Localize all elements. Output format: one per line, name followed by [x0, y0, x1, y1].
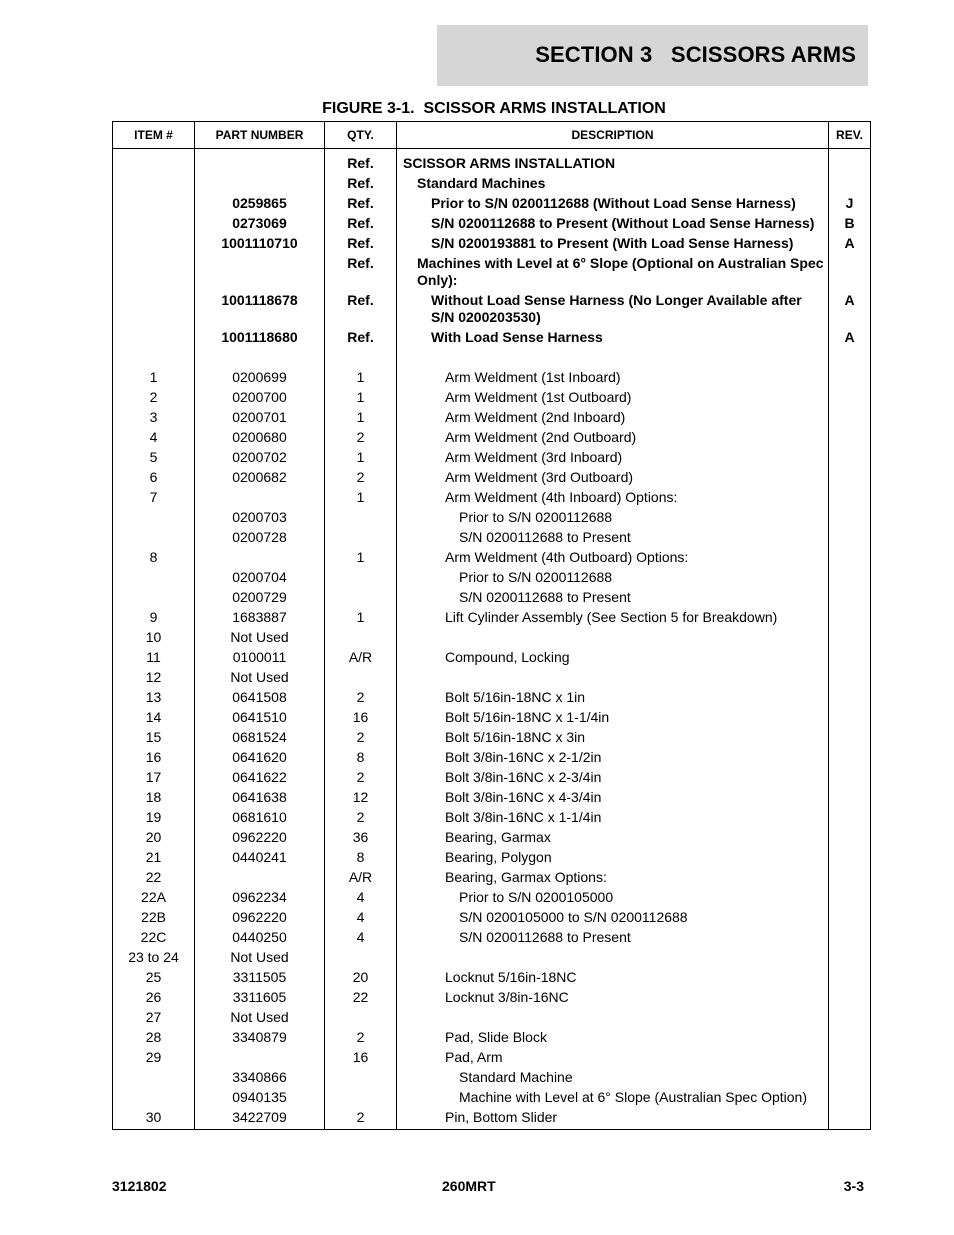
rev-cell [829, 668, 871, 688]
item-cell: 11 [113, 648, 195, 668]
table-row [113, 828, 871, 848]
part-number-cell: 1001118680 [195, 328, 325, 348]
table-row [113, 368, 871, 388]
rev-cell [829, 1088, 871, 1108]
item-cell: 13 [113, 688, 195, 708]
description-cell: Compound, Locking [397, 648, 829, 668]
rev-cell [829, 1028, 871, 1048]
rev-cell [829, 568, 871, 588]
item-cell [113, 149, 195, 174]
qty-cell: 1 [325, 408, 397, 428]
description-cell [397, 668, 829, 688]
rev-cell [829, 748, 871, 768]
qty-cell [325, 508, 397, 528]
table-row [113, 468, 871, 488]
qty-cell: 16 [325, 1048, 397, 1068]
item-cell: 3 [113, 408, 195, 428]
table-row [113, 608, 871, 628]
description-cell: S/N 0200193881 to Present (With Load Sense Harness) [397, 234, 829, 254]
table-row [113, 968, 871, 988]
description-cell: S/N 0200112688 to Present [397, 588, 829, 608]
rev-cell [829, 828, 871, 848]
rev-cell [829, 1008, 871, 1028]
table-row [113, 868, 871, 888]
rev-cell [829, 488, 871, 508]
description-cell: Pin, Bottom Slider [397, 1108, 829, 1130]
qty-cell [325, 588, 397, 608]
rev-cell [829, 588, 871, 608]
qty-cell: 8 [325, 848, 397, 868]
item-cell: 25 [113, 968, 195, 988]
rev-cell [829, 788, 871, 808]
description-cell: Arm Weldment (2nd Inboard) [397, 408, 829, 428]
item-cell: 16 [113, 748, 195, 768]
description-cell: SCISSOR ARMS INSTALLATION [397, 149, 829, 174]
description-cell: Pad, Arm [397, 1048, 829, 1068]
description-cell: Bolt 3/8in-16NC x 2-3/4in [397, 768, 829, 788]
item-cell: 8 [113, 548, 195, 568]
qty-cell: 2 [325, 808, 397, 828]
qty-cell: Ref. [325, 149, 397, 174]
description-cell: Machine with Level at 6° Slope (Australian Spec Option) [397, 1088, 829, 1108]
part-number-cell: 0200729 [195, 588, 325, 608]
item-cell: 23 to 24 [113, 948, 195, 968]
part-number-cell [195, 868, 325, 888]
item-cell [113, 348, 195, 368]
table-row [113, 568, 871, 588]
item-cell: 19 [113, 808, 195, 828]
item-cell [113, 1088, 195, 1108]
rev-cell [829, 868, 871, 888]
qty-cell: Ref. [325, 234, 397, 254]
rev-cell [829, 968, 871, 988]
rev-cell [829, 908, 871, 928]
item-cell [113, 174, 195, 194]
table-row [113, 1088, 871, 1108]
table-row [113, 234, 871, 254]
description-cell: Prior to S/N 0200112688 (Without Load Sense Harness) [397, 194, 829, 214]
table-row [113, 788, 871, 808]
part-number-cell: 1001118678 [195, 291, 325, 328]
part-number-cell: Not Used [195, 1008, 325, 1028]
qty-cell [325, 1068, 397, 1088]
item-cell: 26 [113, 988, 195, 1008]
description-cell: Lift Cylinder Assembly (See Section 5 for Breakdown) [397, 608, 829, 628]
part-number-cell: 0641638 [195, 788, 325, 808]
item-cell [113, 1068, 195, 1088]
header-item: ITEM # [113, 122, 195, 149]
table-row [113, 174, 871, 194]
part-number-cell: 0200702 [195, 448, 325, 468]
item-cell [113, 194, 195, 214]
part-number-cell: 3311505 [195, 968, 325, 988]
table-row [113, 688, 871, 708]
figure-title-wrap [0, 100, 954, 118]
part-number-cell: 0962220 [195, 908, 325, 928]
qty-cell: 16 [325, 708, 397, 728]
item-cell: 28 [113, 1028, 195, 1048]
header-rev: REV. [829, 122, 871, 149]
description-cell: Arm Weldment (2nd Outboard) [397, 428, 829, 448]
table-row [113, 1068, 871, 1088]
parts-table [112, 121, 871, 1130]
table-row [113, 808, 871, 828]
qty-cell: 8 [325, 748, 397, 768]
part-number-cell: 0440241 [195, 848, 325, 868]
description-cell: Bolt 3/8in-16NC x 4-3/4in [397, 788, 829, 808]
section-header-box [437, 25, 868, 86]
rev-cell [829, 608, 871, 628]
part-number-cell [195, 149, 325, 174]
table-row [113, 648, 871, 668]
item-cell [113, 528, 195, 548]
qty-cell: Ref. [325, 214, 397, 234]
table-row [113, 908, 871, 928]
description-cell: Arm Weldment (1st Inboard) [397, 368, 829, 388]
description-cell [397, 628, 829, 648]
item-cell: 18 [113, 788, 195, 808]
qty-cell: Ref. [325, 174, 397, 194]
part-number-cell: 0100011 [195, 648, 325, 668]
table-row [113, 388, 871, 408]
description-cell: S/N 0200112688 to Present [397, 528, 829, 548]
part-number-cell [195, 254, 325, 291]
description-cell: Bolt 5/16in-18NC x 1in [397, 688, 829, 708]
rev-cell [829, 888, 871, 908]
qty-cell: 4 [325, 928, 397, 948]
description-cell [397, 348, 829, 368]
part-number-cell: 0200704 [195, 568, 325, 588]
rev-cell: A [829, 234, 871, 254]
part-number-cell [195, 548, 325, 568]
qty-cell [325, 348, 397, 368]
qty-cell: 1 [325, 448, 397, 468]
description-cell: Locknut 5/16in-18NC [397, 968, 829, 988]
qty-cell: 2 [325, 728, 397, 748]
qty-cell: 2 [325, 1108, 397, 1130]
table-row [113, 728, 871, 748]
table-row [113, 1028, 871, 1048]
rev-cell [829, 174, 871, 194]
item-cell: 1 [113, 368, 195, 388]
rev-cell [829, 448, 871, 468]
item-cell: 17 [113, 768, 195, 788]
part-number-cell: 0200703 [195, 508, 325, 528]
table-row [113, 948, 871, 968]
part-number-cell: 3340866 [195, 1068, 325, 1088]
footer-model: 260MRT [442, 1178, 496, 1194]
footer-doc-number: 3121802 [112, 1178, 167, 1194]
table-row [113, 428, 871, 448]
table-row [113, 748, 871, 768]
qty-cell: Ref. [325, 328, 397, 348]
part-number-cell: 0641620 [195, 748, 325, 768]
table-row [113, 1108, 871, 1130]
table-row [113, 488, 871, 508]
rev-cell [829, 254, 871, 291]
description-cell: Prior to S/N 0200112688 [397, 568, 829, 588]
description-cell: Prior to S/N 0200112688 [397, 508, 829, 528]
item-cell: 5 [113, 448, 195, 468]
item-cell: 29 [113, 1048, 195, 1068]
rev-cell [829, 728, 871, 748]
item-cell: 6 [113, 468, 195, 488]
qty-cell: 22 [325, 988, 397, 1008]
rev-cell [829, 1068, 871, 1088]
rev-cell: J [829, 194, 871, 214]
item-cell: 7 [113, 488, 195, 508]
qty-cell [325, 528, 397, 548]
qty-cell: 1 [325, 488, 397, 508]
item-cell: 20 [113, 828, 195, 848]
spacer-row [113, 348, 871, 368]
header-part-number: PART NUMBER [195, 122, 325, 149]
table-row [113, 528, 871, 548]
qty-cell: 2 [325, 768, 397, 788]
qty-cell [325, 948, 397, 968]
item-cell [113, 234, 195, 254]
table-row [113, 548, 871, 568]
item-cell [113, 214, 195, 234]
description-cell: Bearing, Garmax [397, 828, 829, 848]
item-cell: 22C [113, 928, 195, 948]
item-cell: 27 [113, 1008, 195, 1028]
item-cell: 12 [113, 668, 195, 688]
figure-title: FIGURE 3-1. SCISSOR ARMS INSTALLATION [322, 100, 666, 117]
rev-cell [829, 428, 871, 448]
header-qty: QTY. [325, 122, 397, 149]
item-cell [113, 291, 195, 328]
qty-cell [325, 568, 397, 588]
part-number-cell: 1683887 [195, 608, 325, 628]
qty-cell: 20 [325, 968, 397, 988]
qty-cell: 1 [325, 368, 397, 388]
table-row [113, 408, 871, 428]
rev-cell [829, 149, 871, 174]
rev-cell [829, 1108, 871, 1130]
table-row [113, 291, 871, 328]
item-cell [113, 328, 195, 348]
part-number-cell: 0940135 [195, 1088, 325, 1108]
table-row [113, 194, 871, 214]
description-cell: Machines with Level at 6° Slope (Optional on Australian Spec Only): [397, 254, 829, 291]
rev-cell [829, 768, 871, 788]
qty-cell: 36 [325, 828, 397, 848]
part-number-cell: 0259865 [195, 194, 325, 214]
description-cell [397, 948, 829, 968]
item-cell: 14 [113, 708, 195, 728]
description-cell: Prior to S/N 0200105000 [397, 888, 829, 908]
description-cell: S/N 0200112688 to Present [397, 928, 829, 948]
rev-cell [829, 528, 871, 548]
description-cell: Arm Weldment (4th Inboard) Options: [397, 488, 829, 508]
item-cell [113, 588, 195, 608]
item-cell [113, 254, 195, 291]
description-cell: Arm Weldment (3rd Outboard) [397, 468, 829, 488]
table-row [113, 588, 871, 608]
qty-cell: Ref. [325, 254, 397, 291]
header-description: DESCRIPTION [397, 122, 829, 149]
description-cell: Standard Machine [397, 1068, 829, 1088]
rev-cell [829, 948, 871, 968]
item-cell: 22A [113, 888, 195, 908]
description-cell: Bolt 5/16in-18NC x 3in [397, 728, 829, 748]
part-number-cell: 3422709 [195, 1108, 325, 1130]
item-cell: 15 [113, 728, 195, 748]
part-number-cell [195, 488, 325, 508]
rev-cell [829, 468, 871, 488]
table-row [113, 149, 871, 174]
qty-cell: 2 [325, 1028, 397, 1048]
part-number-cell [195, 348, 325, 368]
rev-cell [829, 348, 871, 368]
rev-cell [829, 688, 871, 708]
item-cell: 2 [113, 388, 195, 408]
table-row [113, 1008, 871, 1028]
part-number-cell: 0200728 [195, 528, 325, 548]
qty-cell [325, 628, 397, 648]
description-cell: Arm Weldment (4th Outboard) Options: [397, 548, 829, 568]
item-cell: 4 [113, 428, 195, 448]
part-number-cell: 0641622 [195, 768, 325, 788]
description-cell: Bolt 3/8in-16NC x 2-1/2in [397, 748, 829, 768]
description-cell: With Load Sense Harness [397, 328, 829, 348]
description-cell: Bearing, Polygon [397, 848, 829, 868]
table-row [113, 848, 871, 868]
part-number-cell: 0200680 [195, 428, 325, 448]
description-cell: Bolt 3/8in-16NC x 1-1/4in [397, 808, 829, 828]
rev-cell [829, 928, 871, 948]
table-row [113, 508, 871, 528]
description-cell [397, 1008, 829, 1028]
qty-cell: 2 [325, 428, 397, 448]
part-number-cell: 0641508 [195, 688, 325, 708]
part-number-cell: 3340879 [195, 1028, 325, 1048]
rev-cell [829, 808, 871, 828]
qty-cell: 1 [325, 548, 397, 568]
section-title: SECTION 3 SCISSORS ARMS [535, 42, 856, 67]
table-row [113, 988, 871, 1008]
qty-cell: Ref. [325, 194, 397, 214]
table-row [113, 928, 871, 948]
part-number-cell: Not Used [195, 948, 325, 968]
description-cell: Bearing, Garmax Options: [397, 868, 829, 888]
item-cell: 21 [113, 848, 195, 868]
footer-page-number: 3-3 [843, 1178, 864, 1194]
table-row [113, 628, 871, 648]
qty-cell: 2 [325, 688, 397, 708]
part-number-cell: 0200682 [195, 468, 325, 488]
table-header-row [113, 122, 871, 149]
item-cell: 30 [113, 1108, 195, 1130]
table-row [113, 708, 871, 728]
rev-cell: A [829, 328, 871, 348]
rev-cell [829, 408, 871, 428]
item-cell: 9 [113, 608, 195, 628]
item-cell: 22B [113, 908, 195, 928]
table-row [113, 328, 871, 348]
rev-cell [829, 848, 871, 868]
rev-cell: A [829, 291, 871, 328]
qty-cell [325, 1008, 397, 1028]
qty-cell: 1 [325, 388, 397, 408]
table-row [113, 668, 871, 688]
description-cell: Locknut 3/8in-16NC [397, 988, 829, 1008]
rev-cell [829, 628, 871, 648]
part-number-cell: Not Used [195, 668, 325, 688]
rev-cell: B [829, 214, 871, 234]
rev-cell [829, 368, 871, 388]
description-cell: Standard Machines [397, 174, 829, 194]
description-cell: Pad, Slide Block [397, 1028, 829, 1048]
qty-cell: 1 [325, 608, 397, 628]
description-cell: S/N 0200112688 to Present (Without Load Sense Harness) [397, 214, 829, 234]
rev-cell [829, 648, 871, 668]
qty-cell: 2 [325, 468, 397, 488]
rev-cell [829, 388, 871, 408]
item-cell [113, 508, 195, 528]
qty-cell: A/R [325, 868, 397, 888]
part-number-cell: 0200700 [195, 388, 325, 408]
item-cell [113, 568, 195, 588]
table-body [113, 149, 871, 1130]
part-number-cell: 0440250 [195, 928, 325, 948]
table-row [113, 768, 871, 788]
rev-cell [829, 548, 871, 568]
description-cell: Bolt 5/16in-18NC x 1-1/4in [397, 708, 829, 728]
part-number-cell: 0273069 [195, 214, 325, 234]
table-row [113, 448, 871, 468]
qty-cell: A/R [325, 648, 397, 668]
table-row [113, 254, 871, 291]
qty-cell: 4 [325, 888, 397, 908]
part-number-cell: 0962220 [195, 828, 325, 848]
part-number-cell [195, 1048, 325, 1068]
rev-cell [829, 988, 871, 1008]
part-number-cell: 1001110710 [195, 234, 325, 254]
qty-cell: 4 [325, 908, 397, 928]
part-number-cell: 0681524 [195, 728, 325, 748]
qty-cell [325, 1088, 397, 1108]
rev-cell [829, 1048, 871, 1068]
part-number-cell [195, 174, 325, 194]
table-row [113, 1048, 871, 1068]
qty-cell [325, 668, 397, 688]
rev-cell [829, 508, 871, 528]
part-number-cell: 0200699 [195, 368, 325, 388]
description-cell: Arm Weldment (3rd Inboard) [397, 448, 829, 468]
description-cell: S/N 0200105000 to S/N 0200112688 [397, 908, 829, 928]
qty-cell: Ref. [325, 291, 397, 328]
item-cell: 22 [113, 868, 195, 888]
rev-cell [829, 708, 871, 728]
part-number-cell: 3311605 [195, 988, 325, 1008]
table-row [113, 214, 871, 234]
description-cell: Without Load Sense Harness (No Longer Available after S/N 0200203530) [397, 291, 829, 328]
part-number-cell: 0200701 [195, 408, 325, 428]
table-row [113, 888, 871, 908]
part-number-cell: Not Used [195, 628, 325, 648]
part-number-cell: 0681610 [195, 808, 325, 828]
item-cell: 10 [113, 628, 195, 648]
part-number-cell: 0962234 [195, 888, 325, 908]
part-number-cell: 0641510 [195, 708, 325, 728]
qty-cell: 12 [325, 788, 397, 808]
description-cell: Arm Weldment (1st Outboard) [397, 388, 829, 408]
